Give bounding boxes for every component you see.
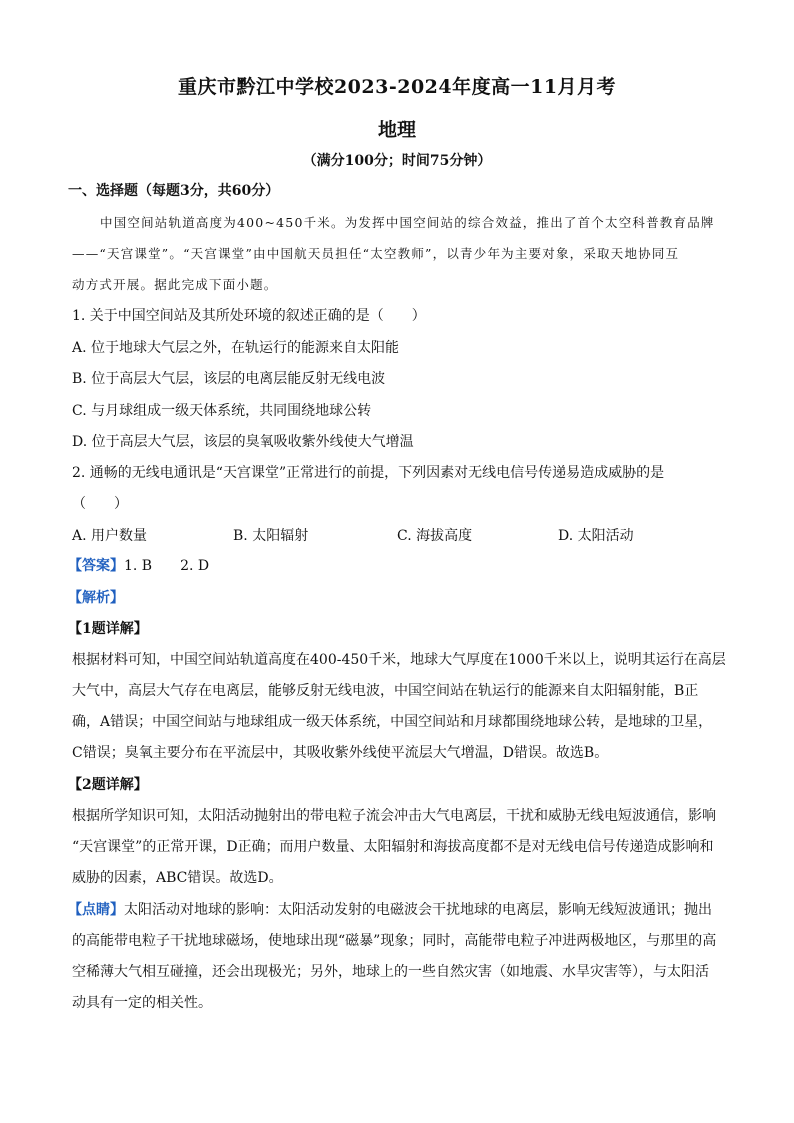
- detail-1-line: 大气中，高层大气存在电离层，能够反射无线电波，中国空间站在轨运行的能源来自太阳辐射能，B正: [72, 683, 699, 699]
- exam-title: 重庆市黔江中学校2023-2024年度高一11月月考: [177, 76, 617, 98]
- question-2-option-b: B. 太阳辐射: [233, 528, 309, 544]
- answer-text: 1. B 2. D: [124, 558, 210, 574]
- question-1-option-b: B. 位于高层大气层，该层的电离层能反射无线电波: [72, 371, 386, 387]
- tip-line: 空稀薄大气相互碰撞，还会出现极光；另外，地球上的一些自然灾害（如地震、水旱灾害等），与太阳活: [72, 964, 709, 980]
- analysis-tag: 【解析】: [68, 590, 124, 606]
- subject-title: 地理: [377, 119, 416, 141]
- detail-1-line: C错误；臭氧主要分布在平流层中，其吸收紫外线使平流层大气增温，D错误。故选B。: [72, 745, 609, 761]
- analysis-row: [68, 588, 718, 608]
- detail-2-line: “天宫课堂”的正常开课，D正确；而用户数量、太阳辐射和海拔高度都不是对无线电信号传递造成影响和: [72, 839, 714, 855]
- detail-1-line: 确，A错误；中国空间站与地球组成一级天体系统，中国空间站和月球都围绕地球公转，是地球的卫星，: [72, 714, 713, 730]
- tip-line: 动具有一定的相关性。: [72, 995, 212, 1011]
- passage-line: 中国空间站轨道高度为400~450千米。为发挥中国空间站的综合效益，推出了首个太空科普教育品牌: [100, 215, 715, 230]
- question-2-option-c: C. 海拔高度: [397, 528, 473, 544]
- passage-line: 动方式开展。据此完成下面小题。: [72, 277, 278, 292]
- question-2-option-d: D. 太阳活动: [558, 528, 634, 544]
- section-heading: 一、选择题（每题3分，共60分）: [68, 183, 280, 199]
- question-2-option-a: A. 用户数量: [72, 528, 148, 544]
- question-1-option-c: C. 与月球组成一级天体系统，共同围绕地球公转: [72, 403, 372, 419]
- detail-1-heading: 【1题详解】: [68, 621, 148, 637]
- question-1-option-d: D. 位于高层大气层，该层的臭氧吸收紫外线使大气增温: [72, 434, 414, 450]
- answer-tag: 【答案】: [68, 558, 124, 574]
- question-2-paren: （ ）: [72, 496, 128, 512]
- answer-row: [68, 556, 718, 576]
- question-1-stem: 1. 关于中国空间站及其所处环境的叙述正确的是（ ）: [72, 308, 426, 324]
- tip-row: [68, 900, 718, 920]
- passage-line: ——“天宫课堂”。“天宫课堂”由中国航天员担任“太空教师”，以青少年为主要对象，采取天地协同互: [72, 246, 680, 261]
- exam-meta: （满分100分；时间75分钟）: [302, 153, 492, 169]
- question-2-stem: 2. 通畅的无线电通讯是“天宫课堂”正常进行的前提，下列因素对无线电信号传递易造成威胁的是: [72, 465, 665, 481]
- question-1-option-a: A. 位于地球大气层之外，在轨运行的能源来自太阳能: [72, 340, 400, 356]
- detail-2-heading: 【2题详解】: [68, 777, 148, 793]
- detail-2-line: 威胁的因素，ABC错误。故选D。: [72, 870, 283, 886]
- tip-line: 的高能带电粒子干扰地球磁场，使地球出现“磁暴”现象；同时，高能带电粒子冲进两极地区，与那里的高: [72, 933, 717, 949]
- tip-tag: 【点睛】: [68, 902, 124, 918]
- detail-1-line: 根据材料可知，中国空间站轨道高度在400-450千米，地球大气厚度在1000千米以上，说明其运行在高层: [72, 652, 726, 668]
- detail-2-line: 根据所学知识可知，太阳活动抛射出的带电粒子流会冲击大气电离层，干扰和威胁无线电短波通信，影响: [72, 808, 716, 824]
- tip-line: 太阳活动对地球的影响：太阳活动发射的电磁波会干扰地球的电离层，影响无线短波通讯；抛出: [124, 902, 712, 918]
